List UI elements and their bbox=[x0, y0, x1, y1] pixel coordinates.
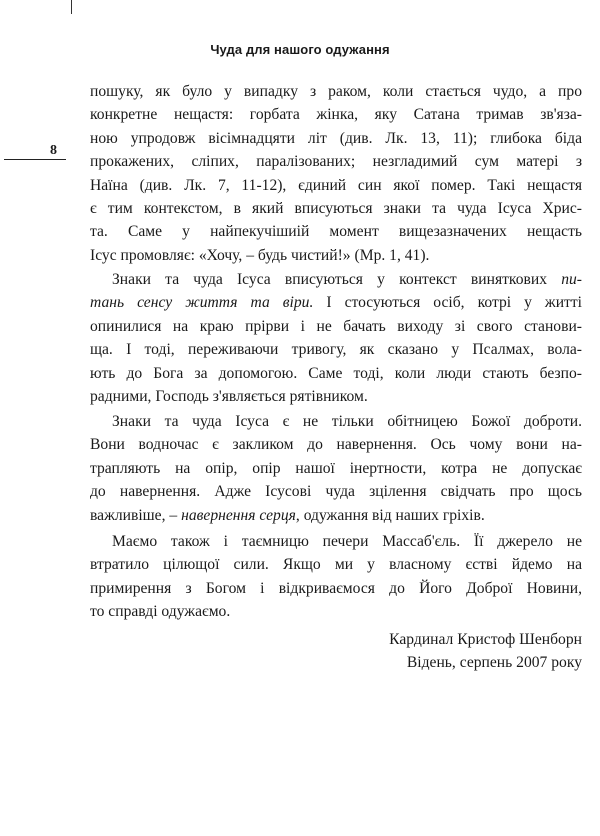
paragraph-2 bbox=[90, 268, 582, 408]
text-line: та. Саме у найпекучішиій момент вищезазначених нещасть bbox=[90, 223, 582, 241]
text-line: Ісус промовляє: «Хочу, – будь чистий!» (Мр. 1, 41). bbox=[90, 246, 430, 264]
text-line: Маємо також і таємницю печери Массаб'єль. Її джерело не bbox=[112, 533, 582, 550]
text-line: радними, Господь з'являється рятівником. bbox=[90, 387, 368, 405]
text-line: тань сенсу життя та віри. І стосуються осіб, котрі у житті bbox=[90, 294, 582, 312]
paragraph-3 bbox=[90, 410, 582, 527]
text-line: опинилися на краю прірви і не бачать виходу зі свого станови- bbox=[90, 317, 582, 335]
paragraph-4 bbox=[90, 530, 582, 624]
text-line: пошуку, як було у випадку з раком, коли стається чудо, а про bbox=[90, 83, 582, 100]
page-corner-mark bbox=[71, 0, 72, 14]
page-number: 8 bbox=[50, 143, 57, 158]
text-line: Наїна (див. Лк. 7, 11-12), єдиний син якої помер. Такі нещастя bbox=[90, 176, 582, 194]
running-head: Чуда для нашого одужання bbox=[210, 42, 390, 57]
paragraph-1 bbox=[90, 80, 582, 267]
text-line: важливіше, – навернення серця, одужання від наших гріхів. bbox=[90, 506, 485, 524]
text-line: є тим контекстом, в який вписуються знаки та чуда Ісуса Хрис- bbox=[90, 199, 582, 217]
text-line: Знаки та чуда Ісуса є не тільки обітницею Божої доброти. bbox=[112, 413, 582, 430]
text-line: ща. І тоді, переживаючи тривогу, як сказано у Псалмах, вола- bbox=[90, 341, 582, 359]
page-number-rule bbox=[4, 159, 66, 160]
text-line: до навернення. Адже Ісусові чуда зцілення свідчать про щось bbox=[90, 483, 582, 501]
text-line: Вони водночас є закликом до навернення. Ось чому вони на- bbox=[90, 436, 582, 454]
text-line: прокажених, сліпих, паралізованих; незгладимий сум матері з bbox=[90, 153, 582, 171]
text-line: то справді одужаємо. bbox=[90, 603, 231, 621]
text-line: ною упродовж вісімнадцяти літ (див. Лк. 13, 11); глибока біда bbox=[90, 129, 582, 147]
text-line: Знаки та чуда Ісуса вписуються у контекст виняткових пи- bbox=[112, 271, 582, 288]
text-line: трапляють на опір, опір нашої інертности, котра не допускає bbox=[90, 459, 582, 477]
signature-block bbox=[262, 628, 582, 675]
signature-name: Кардинал Кристоф Шенборн bbox=[389, 631, 582, 648]
signature-place-date: Відень, серпень 2007 року bbox=[406, 654, 582, 672]
text-line: ють до Бога за допомогою. Саме тоді, коли люди стають безпо- bbox=[90, 364, 582, 382]
text-line: втратило цілющої сили. Якщо ми у власному єстві йдемо на bbox=[90, 556, 582, 574]
text-line: конкретне нещастя: горбата жінка, яку Сатана тримав зв'яза- bbox=[90, 106, 582, 124]
text-line: примирення з Богом і відкриваємося до Його Доброї Новини, bbox=[90, 579, 582, 597]
